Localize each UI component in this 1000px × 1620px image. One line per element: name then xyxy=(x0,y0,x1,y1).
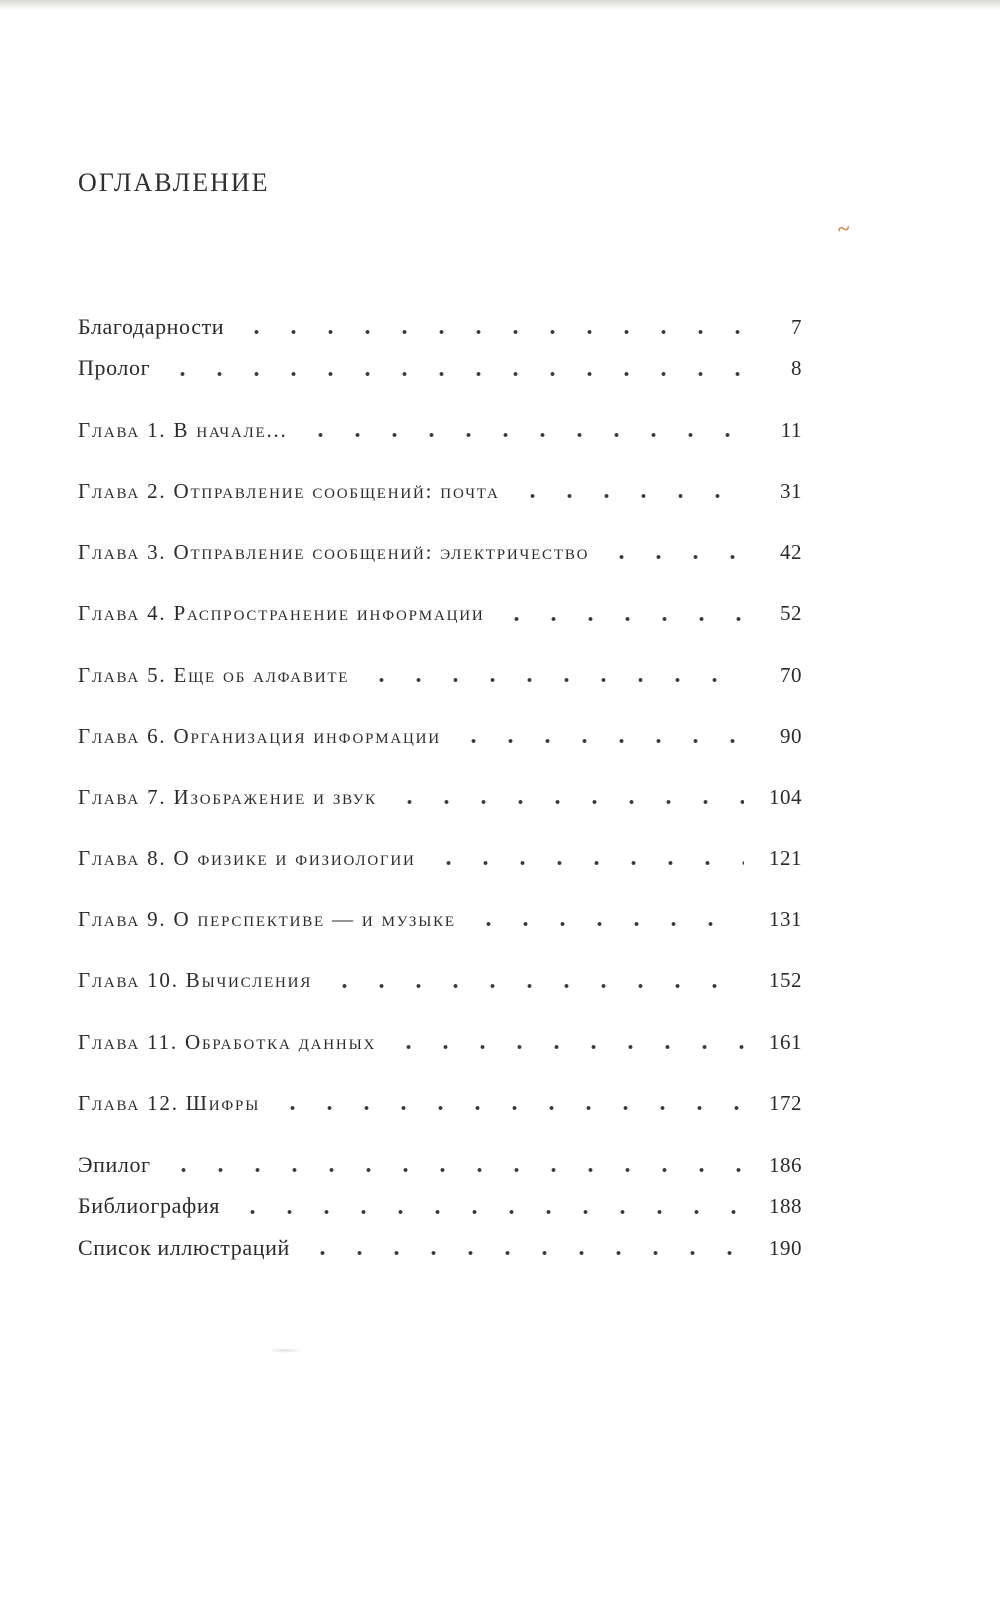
toc-entry-label: Библиография xyxy=(78,1193,220,1219)
page-number: 11 xyxy=(780,417,802,442)
toc-entry xyxy=(78,601,802,626)
toc-entry-label: Список иллюстраций xyxy=(78,1234,290,1260)
toc-entry xyxy=(78,846,802,871)
toc-entry-label: Глава 1. В начале... xyxy=(78,417,288,442)
toc-entry-label: Глава 6. Организация информации xyxy=(78,723,441,748)
page-number: 7 xyxy=(791,315,802,339)
toc-entry xyxy=(78,1235,802,1261)
page-number: 131 xyxy=(769,907,802,932)
toc-entry xyxy=(78,540,802,565)
pencil-mark: ~ xyxy=(836,215,851,242)
toc-entry-label: Глава 2. Отправление сообщений: почта xyxy=(78,478,500,503)
toc-entry xyxy=(78,907,802,932)
toc-entry xyxy=(78,355,802,381)
page-number: 172 xyxy=(769,1090,802,1115)
page-number: 190 xyxy=(769,1235,802,1260)
dot-leader xyxy=(238,330,744,334)
dot-leader xyxy=(514,494,744,498)
dot-leader xyxy=(363,678,744,682)
toc-entry xyxy=(78,1152,802,1178)
toc-entry xyxy=(78,314,802,340)
toc-entry-label: Глава 3. Отправление сообщений: электричество xyxy=(78,540,590,565)
dot-leader xyxy=(234,1210,744,1214)
toc-entry xyxy=(78,418,802,443)
page-number: 52 xyxy=(780,601,802,626)
toc-entry-label: Глава 8. О физике и физиологии xyxy=(78,846,416,871)
toc-entry xyxy=(78,1193,802,1219)
toc-entry-label: Эпилог xyxy=(78,1152,151,1178)
page-number: 121 xyxy=(769,846,802,871)
dot-leader xyxy=(470,922,744,926)
page-number: 188 xyxy=(769,1194,802,1219)
dot-leader xyxy=(274,1106,744,1110)
page-number: 104 xyxy=(769,784,802,809)
dot-leader xyxy=(390,1045,744,1049)
page-number: 90 xyxy=(780,723,802,748)
dot-leader xyxy=(165,1168,744,1172)
page-number: 70 xyxy=(780,662,802,687)
toc-entry-label: Глава 7. Изображение и звук xyxy=(78,784,377,809)
toc-entry-label: Глава 4. Распространение информации xyxy=(78,601,485,626)
toc-entry-label: Глава 5. Еще об алфавите xyxy=(78,662,350,687)
dot-leader xyxy=(326,984,744,988)
toc-entry xyxy=(78,724,802,749)
toc-entry xyxy=(78,1091,802,1116)
toc-entry-label: Глава 11. Обработка данных xyxy=(78,1029,377,1054)
toc-entry xyxy=(78,785,802,810)
toc-entry xyxy=(78,663,802,688)
toc-entry-label: Благодарности xyxy=(78,314,225,339)
dot-leader xyxy=(304,1251,744,1255)
toc-list xyxy=(78,314,802,1261)
page-number: 42 xyxy=(780,540,802,565)
dot-leader xyxy=(430,861,744,865)
page-number: 31 xyxy=(780,478,802,503)
toc-entry-label: Глава 12. Шифры xyxy=(78,1090,261,1115)
page-number: 8 xyxy=(791,356,802,381)
toc-entry-label: Пролог xyxy=(78,355,151,381)
dot-leader xyxy=(164,372,744,376)
dot-leader xyxy=(603,555,744,559)
toc-entry xyxy=(78,1030,802,1055)
toc-entry xyxy=(78,968,802,993)
page-number: 152 xyxy=(769,968,802,993)
dot-leader xyxy=(391,800,744,804)
dot-leader xyxy=(498,617,744,621)
page-number: 161 xyxy=(769,1029,802,1054)
page-number: 186 xyxy=(769,1153,802,1178)
toc-title: ОГЛАВЛЕНИЕ xyxy=(78,168,270,197)
toc-entry xyxy=(78,479,802,504)
toc-entry-label: Глава 9. О перспективе — и музыке xyxy=(78,907,456,932)
scan-smudge xyxy=(268,1348,302,1353)
dot-leader xyxy=(302,433,744,437)
toc-entry-label: Глава 10. Вычисления xyxy=(78,968,313,993)
dot-leader xyxy=(455,739,744,743)
